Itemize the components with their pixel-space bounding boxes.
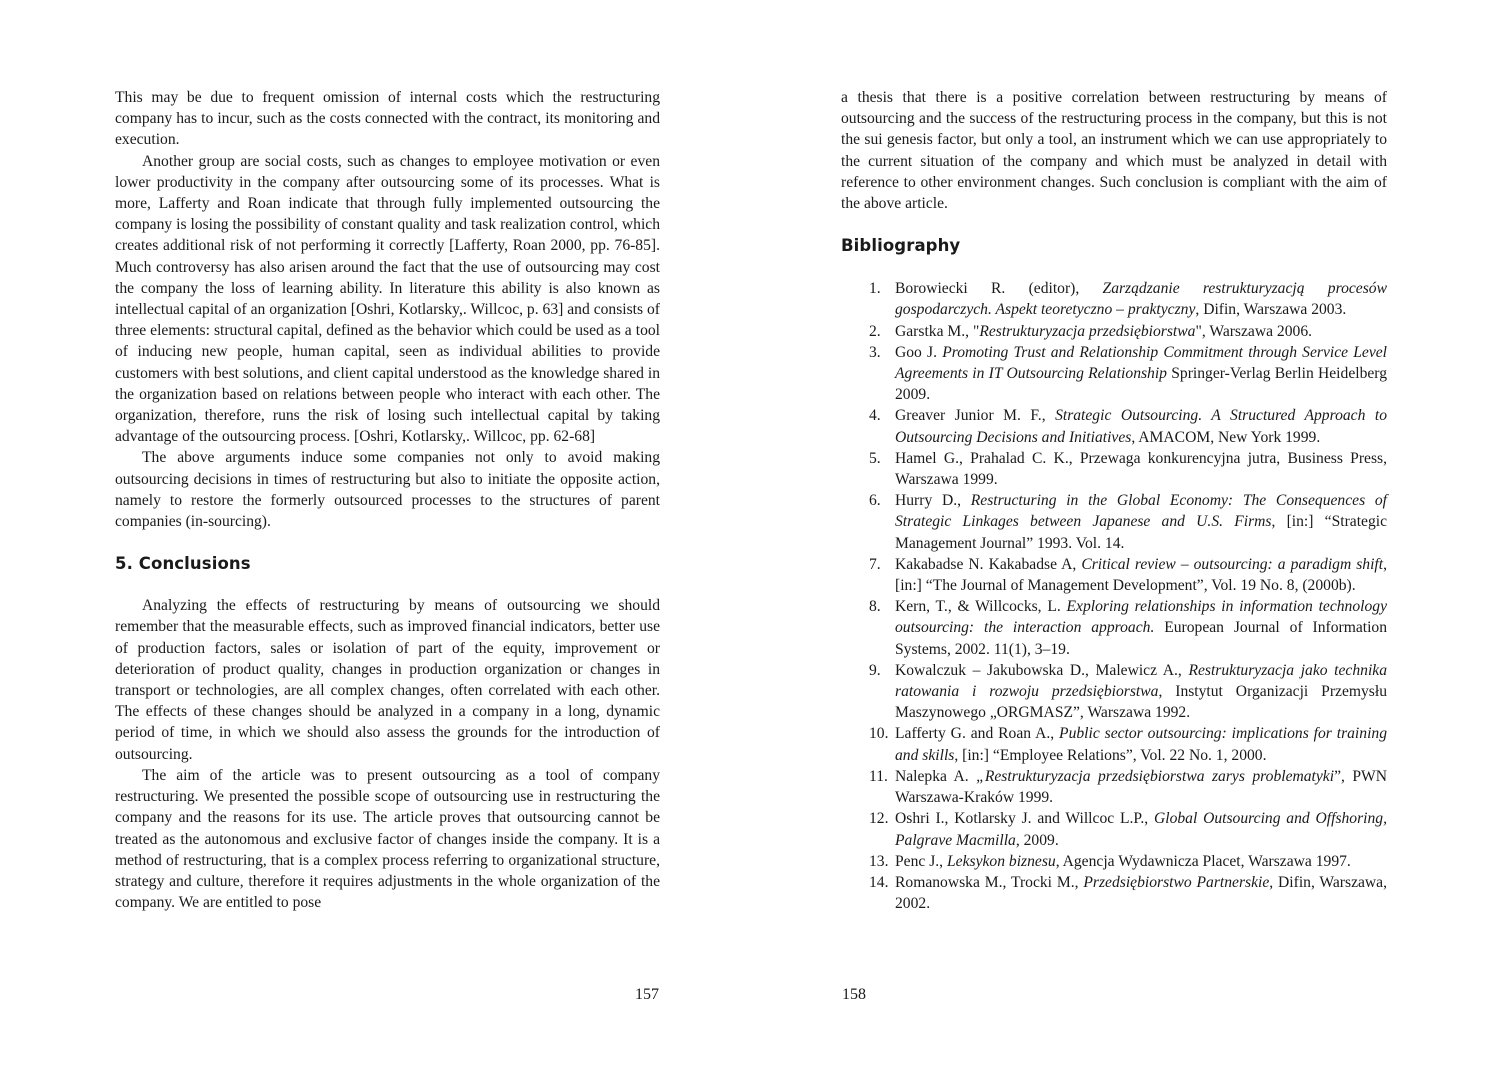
bibliography-entry-publisher: , 2009. — [1015, 831, 1059, 849]
bibliography-entry — [841, 278, 1387, 320]
bibliography-entry-title: Restrukturyzacja jako technika ratowania i rozwoju przedsiębiorstwa — [895, 661, 1387, 701]
bibliography-entry — [841, 596, 1387, 660]
bibliography-entry-title: Restrukturyzacja przedsiębiorstwa — [979, 322, 1196, 340]
bibliography-entry-title: Strategic Outsourcing. A Structured Approach to Outsourcing Decisions and Initiatives — [895, 407, 1387, 446]
bibliography-entry — [841, 448, 1387, 490]
bibliography-list — [841, 278, 1387, 914]
body-paragraph: The above arguments induce some companies not only to avoid making outsourcing decisions in times of restructuring but also to initiate the opposite action, namely to restore the formerly outsourced processes to the structures of parent companies (in-sourcing). — [115, 449, 660, 531]
bibliography-entry-publisher: , Difin, Warszawa, 2002. — [895, 873, 1387, 913]
bibliography-entry-author: Romanowska M., Trocki M., — [895, 873, 1084, 891]
body-paragraph: a thesis that there is a positive correlation between restructuring by means of outsourcing and the success of the restructuring process in the company, but this is not the sui genesis factor, but only a tool, an instrument which we can use appropriately to the current situation of the company and which must be analyzed in detail with reference to other environment changes. Such conclusion is compliant with the aim of the above article. — [841, 89, 1387, 213]
bibliography-entry — [841, 490, 1387, 554]
bibliography-entry-number: 2. — [869, 322, 881, 340]
bibliography-entry-number: 12. — [869, 810, 889, 828]
left-text-column — [115, 87, 660, 913]
bibliography-entry-number: 7. — [869, 555, 881, 573]
page-number: 158 — [842, 986, 866, 1003]
bibliography-entry — [841, 342, 1387, 406]
bibliography-entry-number: 6. — [869, 492, 881, 510]
bibliography-entry — [841, 660, 1387, 724]
bibliography-entry-title: Public sector outsourcing: implications for training and skills — [895, 725, 1387, 764]
bibliography-entry-title: Restructuring in the Global Economy: The Consequences of Strategic Linkages between Japanese and U.S. Firms — [895, 492, 1387, 531]
bibliography-entry-publisher: European Journal of Information Systems, 2002. 11(1), 3–19. — [895, 619, 1387, 658]
bibliography-entry-author: Hamel G., Prahalad C. K., Przewaga konkurencyjna jutra, Business Press, Warszawa 1999. — [895, 449, 1387, 489]
bibliography-entry-publisher: Springer-Verlag Berlin Heidelberg 2009. — [895, 365, 1387, 404]
bibliography-entry-author: Garstka M., " — [895, 322, 980, 340]
bibliography-entry-title: Critical review – outsourcing: a paradigm shift — [1081, 555, 1384, 573]
bibliography-entry-author: Greaver Junior M. F., — [895, 407, 1056, 425]
body-paragraph: This may be due to frequent omission of internal costs which the restructuring company has to incur, such as the costs connected with the contract, its monitoring and execution. — [115, 89, 660, 149]
bibliography-entry-author: Lafferty G. and Roan A., — [895, 725, 1060, 743]
bibliography-entry-publisher: , Agencja Wydawnicza Placet, Warszawa 1997. — [1055, 852, 1351, 870]
bibliography-entry-publisher: ", Warszawa 2006. — [1195, 322, 1313, 340]
bibliography-entry-title: Zarządzanie restrukturyzacją procesów gospodarczych. Aspekt teoretyczno – praktyczny — [895, 280, 1387, 319]
bibliography-entry-publisher: , [in:] “Strategic Management Journal” 1993. Vol. 14. — [895, 513, 1387, 552]
bibliography-entry — [841, 321, 1387, 342]
bibliography-entry-number: 10. — [869, 725, 889, 743]
bibliography-entry-publisher: , AMACOM, New York 1999. — [1131, 428, 1321, 446]
bibliography-entry — [841, 851, 1387, 872]
bibliography-entry-author: Oshri I., Kotlarsky J. and Willcoc L.P., — [895, 810, 1154, 828]
bibliography-entry-author: Goo J. — [895, 343, 943, 361]
bibliography-entry-title: Global Outsourcing and Offshoring, Palgrave Macmilla — [895, 810, 1387, 849]
bibliography-entry-number: 4. — [869, 407, 881, 425]
bibliography-entry-title: „Restrukturyzacja przedsiębiorstwa zarys problematyki — [976, 767, 1335, 785]
bibliography-entry-number: 1. — [869, 280, 881, 298]
section-heading-conclusions: 5. Conclusions — [115, 554, 251, 574]
bibliography-entry-number: 9. — [869, 661, 881, 679]
bibliography-entry-title: Promoting Trust and Relationship Commitment through Service Level Agreements in IT Outsourcing Relationship — [895, 343, 1388, 383]
bibliography-entry — [841, 723, 1387, 765]
bibliography-entry-publisher: , [in:] “The Journal of Management Development”, Vol. 19 No. 8, (2000b). — [895, 555, 1387, 595]
bibliography-entry-author: Kakabadse N. Kakabadse A, — [895, 555, 1082, 573]
bibliography-entry-author: Penc J., — [895, 852, 947, 870]
bibliography-entry-number: 14. — [869, 873, 889, 891]
bibliography-heading: Bibliography — [841, 236, 961, 256]
bibliography-entry — [841, 808, 1387, 850]
right-text-column — [841, 87, 1387, 914]
bibliography-entry-number: 11. — [869, 767, 888, 785]
bibliography-entry-title: Exploring relationships in information technology outsourcing: the interaction approach. — [895, 598, 1387, 637]
bibliography-entry-author: Kern, T., & Willcocks, L. — [895, 598, 1067, 616]
bibliography-entry — [841, 554, 1387, 596]
body-paragraph: Analyzing the effects of restructuring by means of outsourcing we should remember that the measurable effects, such as improved financial indicators, better use of production factors, sales or isolation of part of the equity, improvement or deterioration of product quality, changes in production organization or changes in transport or technologies, are all complex changes, often correlated with each other. The effects of these changes should be analyzed in a company in a long, dynamic period of time, in which we should also assess the grounds for the introduction of outsourcing. — [115, 597, 660, 763]
bibliography-entry-publisher: ”, PWN Warszawa-Kraków 1999. — [895, 767, 1388, 807]
bibliography-entry — [841, 872, 1387, 914]
right-page — [750, 0, 1500, 1068]
bibliography-entry-author: Hurry D., — [895, 492, 971, 510]
bibliography-entry-number: 3. — [869, 343, 881, 361]
bibliography-entry-number: 5. — [869, 449, 881, 467]
bibliography-entry-publisher: , Difin, Warszawa 2003. — [1195, 301, 1347, 319]
bibliography-entry-author: Kowalczuk – Jakubowska D., Malewicz A., — [895, 661, 1189, 679]
bibliography-entry-publisher: , [in:] “Employee Relations”, Vol. 22 No. 1, 2000. — [954, 746, 1267, 764]
bibliography-entry-number: 13. — [869, 852, 889, 870]
bibliography-entry-publisher: , Instytut Organizacji Przemysłu Maszynowego „ORGMASZ”, Warszawa 1992. — [895, 683, 1387, 722]
bibliography-entry — [841, 405, 1387, 447]
bibliography-entry-title: Przedsiębiorstwo Partnerskie — [1083, 873, 1270, 891]
bibliography-entry-title: Leksykon biznesu — [946, 852, 1056, 870]
page-number: 157 — [635, 986, 659, 1003]
body-paragraph: The aim of the article was to present outsourcing as a tool of company restructuring. We presented the possible scope of outsourcing use in restructuring the company and the reasons for its use. The article proves that outsourcing cannot be treated as the autonomous and exclusive factor of changes inside the company. It is a method of restructuring, that is a complex process referring to organizational structure, strategy and culture, therefore it requires adjustments in the whole organization of the company. We are entitled to pose — [115, 766, 660, 912]
body-paragraph: Another group are social costs, such as changes to employee motivation or even lower productivity in the company after outsourcing some of its processes. What is more, Lafferty and Roan indicate that through fully implemented outsourcing the company is losing the possibility of constant quality and task realization control, which creates additional risk of not performing it correctly [Lafferty, Roan 2000, pp. 76-85]. Much controversy has also arisen around the fact that the use of outsourcing may cost the company the loss of learning ability. In literature this ability is also known as intellectual capital of an organization [Oshri, Kotlarsky,. Willcoc, p. 63] and consists of three elements: structural capital, defined as the behavior which could be used as a tool of inducing new people, human capital, seen as individual abilities to provide customers with best solutions, and client capital understood as the knowledge shared in the organization based on relations between people who interact with each other. The organization, therefore, runs the risk of losing such intellectual capital by taking advantage of the outsourcing process. [Oshri, Kotlarsky,. Willcoc, pp. 62-68] — [115, 152, 660, 446]
bibliography-entry — [841, 766, 1387, 808]
bibliography-entry-author: Borowiecki R. (editor), — [895, 280, 1103, 298]
bibliography-entry-number: 8. — [869, 598, 881, 616]
bibliography-entry-author: Nalepka A. — [895, 767, 977, 785]
